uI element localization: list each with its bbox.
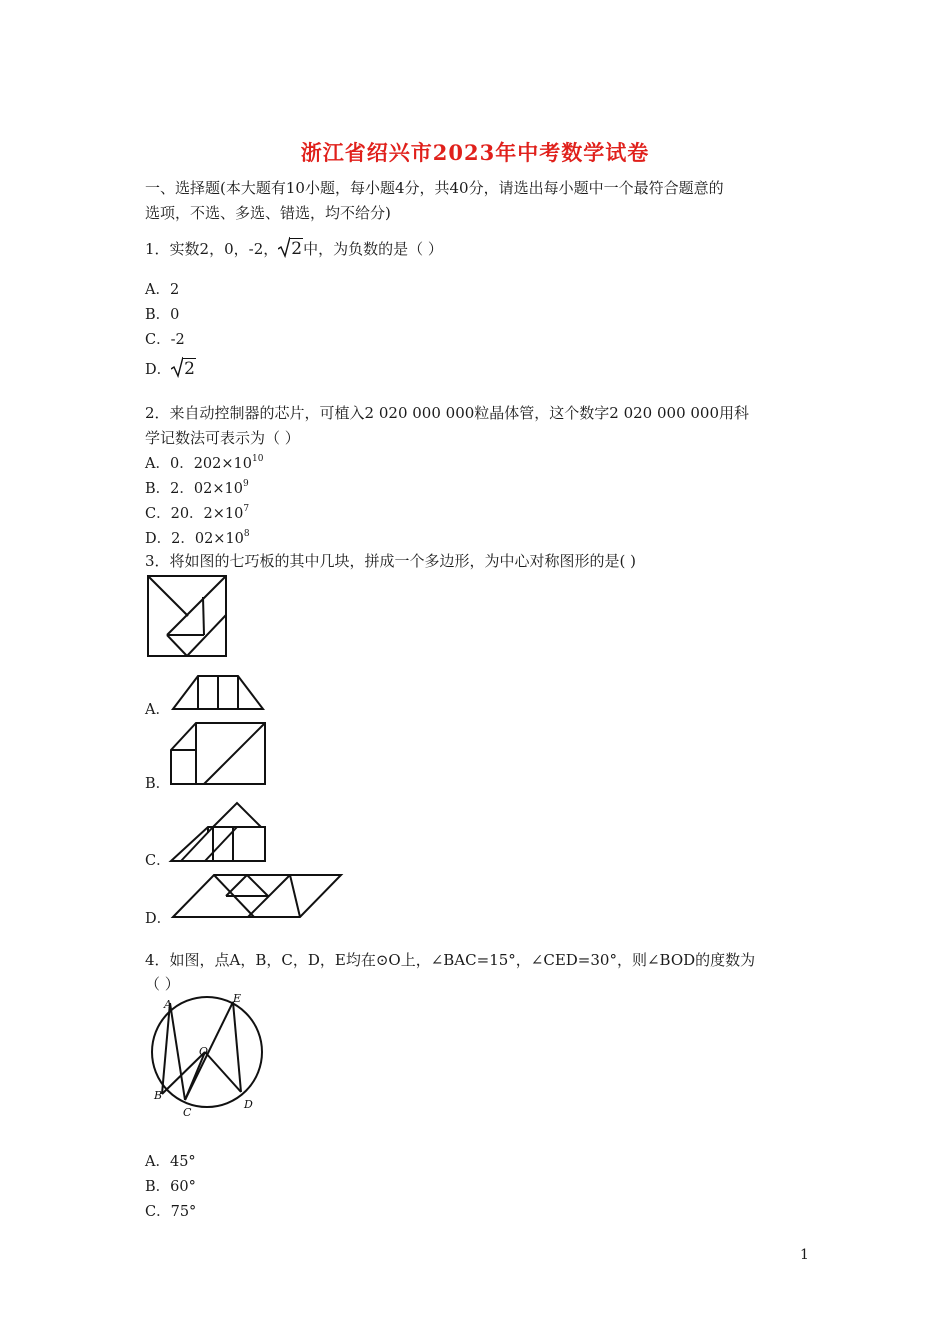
- label-b: B: [154, 1089, 163, 1102]
- q3-option-b-figure[interactable]: [168, 718, 268, 788]
- q2-option-b[interactable]: [145, 477, 249, 498]
- q2-option-b-exponent: 9: [242, 479, 249, 489]
- q2-option-d-exponent: 8: [243, 529, 250, 539]
- q2-option-b-text: B．2．02×10: [145, 481, 243, 497]
- tangram-line: [148, 576, 188, 616]
- q3-option-c-figure[interactable]: [168, 800, 270, 866]
- label-a: A: [164, 998, 172, 1011]
- q1-option-d-label: D．: [145, 362, 172, 378]
- q4-option-b[interactable]: B．60°: [145, 1179, 196, 1195]
- q2-option-c-text: C．20．2×10: [145, 506, 244, 522]
- label-e: E: [233, 992, 242, 1005]
- question-1: [145, 236, 443, 259]
- segment-ac: [170, 1003, 185, 1100]
- q2-option-d-text: D．2．02×10: [145, 531, 244, 547]
- q1-option-d[interactable]: [145, 356, 196, 379]
- segment-ed: [233, 1002, 241, 1092]
- circle-geometry-figure: [146, 992, 272, 1120]
- segment-ce: [185, 1002, 233, 1100]
- tangram-line: [167, 576, 226, 635]
- q3-option-a-figure[interactable]: [170, 670, 266, 712]
- label-d: D: [244, 1098, 253, 1111]
- section-instructions-line1: 一、选择题(本大题有10小题，每小题4分，共40分，请选出每小题中一个最符合题意的: [145, 179, 724, 197]
- tangram-line: [167, 635, 187, 656]
- q3-option-d[interactable]: D．: [145, 911, 172, 927]
- q1-option-c[interactable]: C．-2: [145, 332, 185, 348]
- q4-option-a[interactable]: A．45°: [145, 1154, 196, 1170]
- question-4-line2: （ ）: [145, 975, 180, 993]
- page-title: 浙江省绍兴市2023年中考数学试卷: [300, 140, 650, 165]
- label-o: O: [199, 1045, 209, 1058]
- q3-option-a[interactable]: A．: [145, 702, 170, 718]
- section-instructions-line2: 选项，不选、多选、错选，均不给分): [145, 204, 391, 222]
- label-c: C: [183, 1106, 192, 1119]
- question-1-prefix: 1．实数2，0，-2，: [145, 240, 279, 258]
- sqrt-radicand: 2: [291, 239, 303, 259]
- q3-option-c[interactable]: C．: [145, 853, 171, 869]
- q3-option-b[interactable]: B．: [145, 776, 171, 792]
- q4-option-c[interactable]: C．75°: [145, 1204, 197, 1220]
- tangram-square-figure: [147, 575, 229, 659]
- page-number: 1: [800, 1247, 809, 1263]
- q1-option-a[interactable]: A．2: [145, 282, 180, 298]
- q1-option-b[interactable]: B．0: [145, 307, 180, 323]
- sqrt-radicand: 2: [184, 359, 195, 379]
- sqrt-symbol: [278, 236, 303, 259]
- q2-option-a[interactable]: [145, 452, 263, 473]
- q2-option-c[interactable]: [145, 502, 249, 523]
- q2-option-a-text: A．0．202×10: [145, 456, 252, 472]
- question-4-line1: 4．如图，点A，B，C，D，E均在⊙O上，∠BAC=15°，∠CED=30°，则∠BOD的度数为: [145, 951, 756, 969]
- q2-option-c-exponent: 7: [243, 504, 250, 514]
- q3-option-d-figure[interactable]: [170, 870, 344, 920]
- tangram-line: [203, 597, 204, 635]
- q2-option-a-exponent: 10: [251, 454, 264, 464]
- question-2-line2: 学记数法可表示为（ ）: [145, 429, 300, 447]
- question-2-line1: 2．来自动控制器的芯片，可植入2 020 000 000粒晶体管，这个数字2 020 000 000用科: [145, 404, 750, 422]
- question-1-suffix: 中，为负数的是（ ）: [303, 240, 443, 258]
- sqrt-symbol: [171, 356, 196, 379]
- segment-od: [205, 1052, 241, 1092]
- q2-option-d[interactable]: [145, 527, 250, 548]
- question-3: 3．将如图的七巧板的其中几块，拼成一个多边形，为中心对称图形的是( ): [145, 552, 637, 570]
